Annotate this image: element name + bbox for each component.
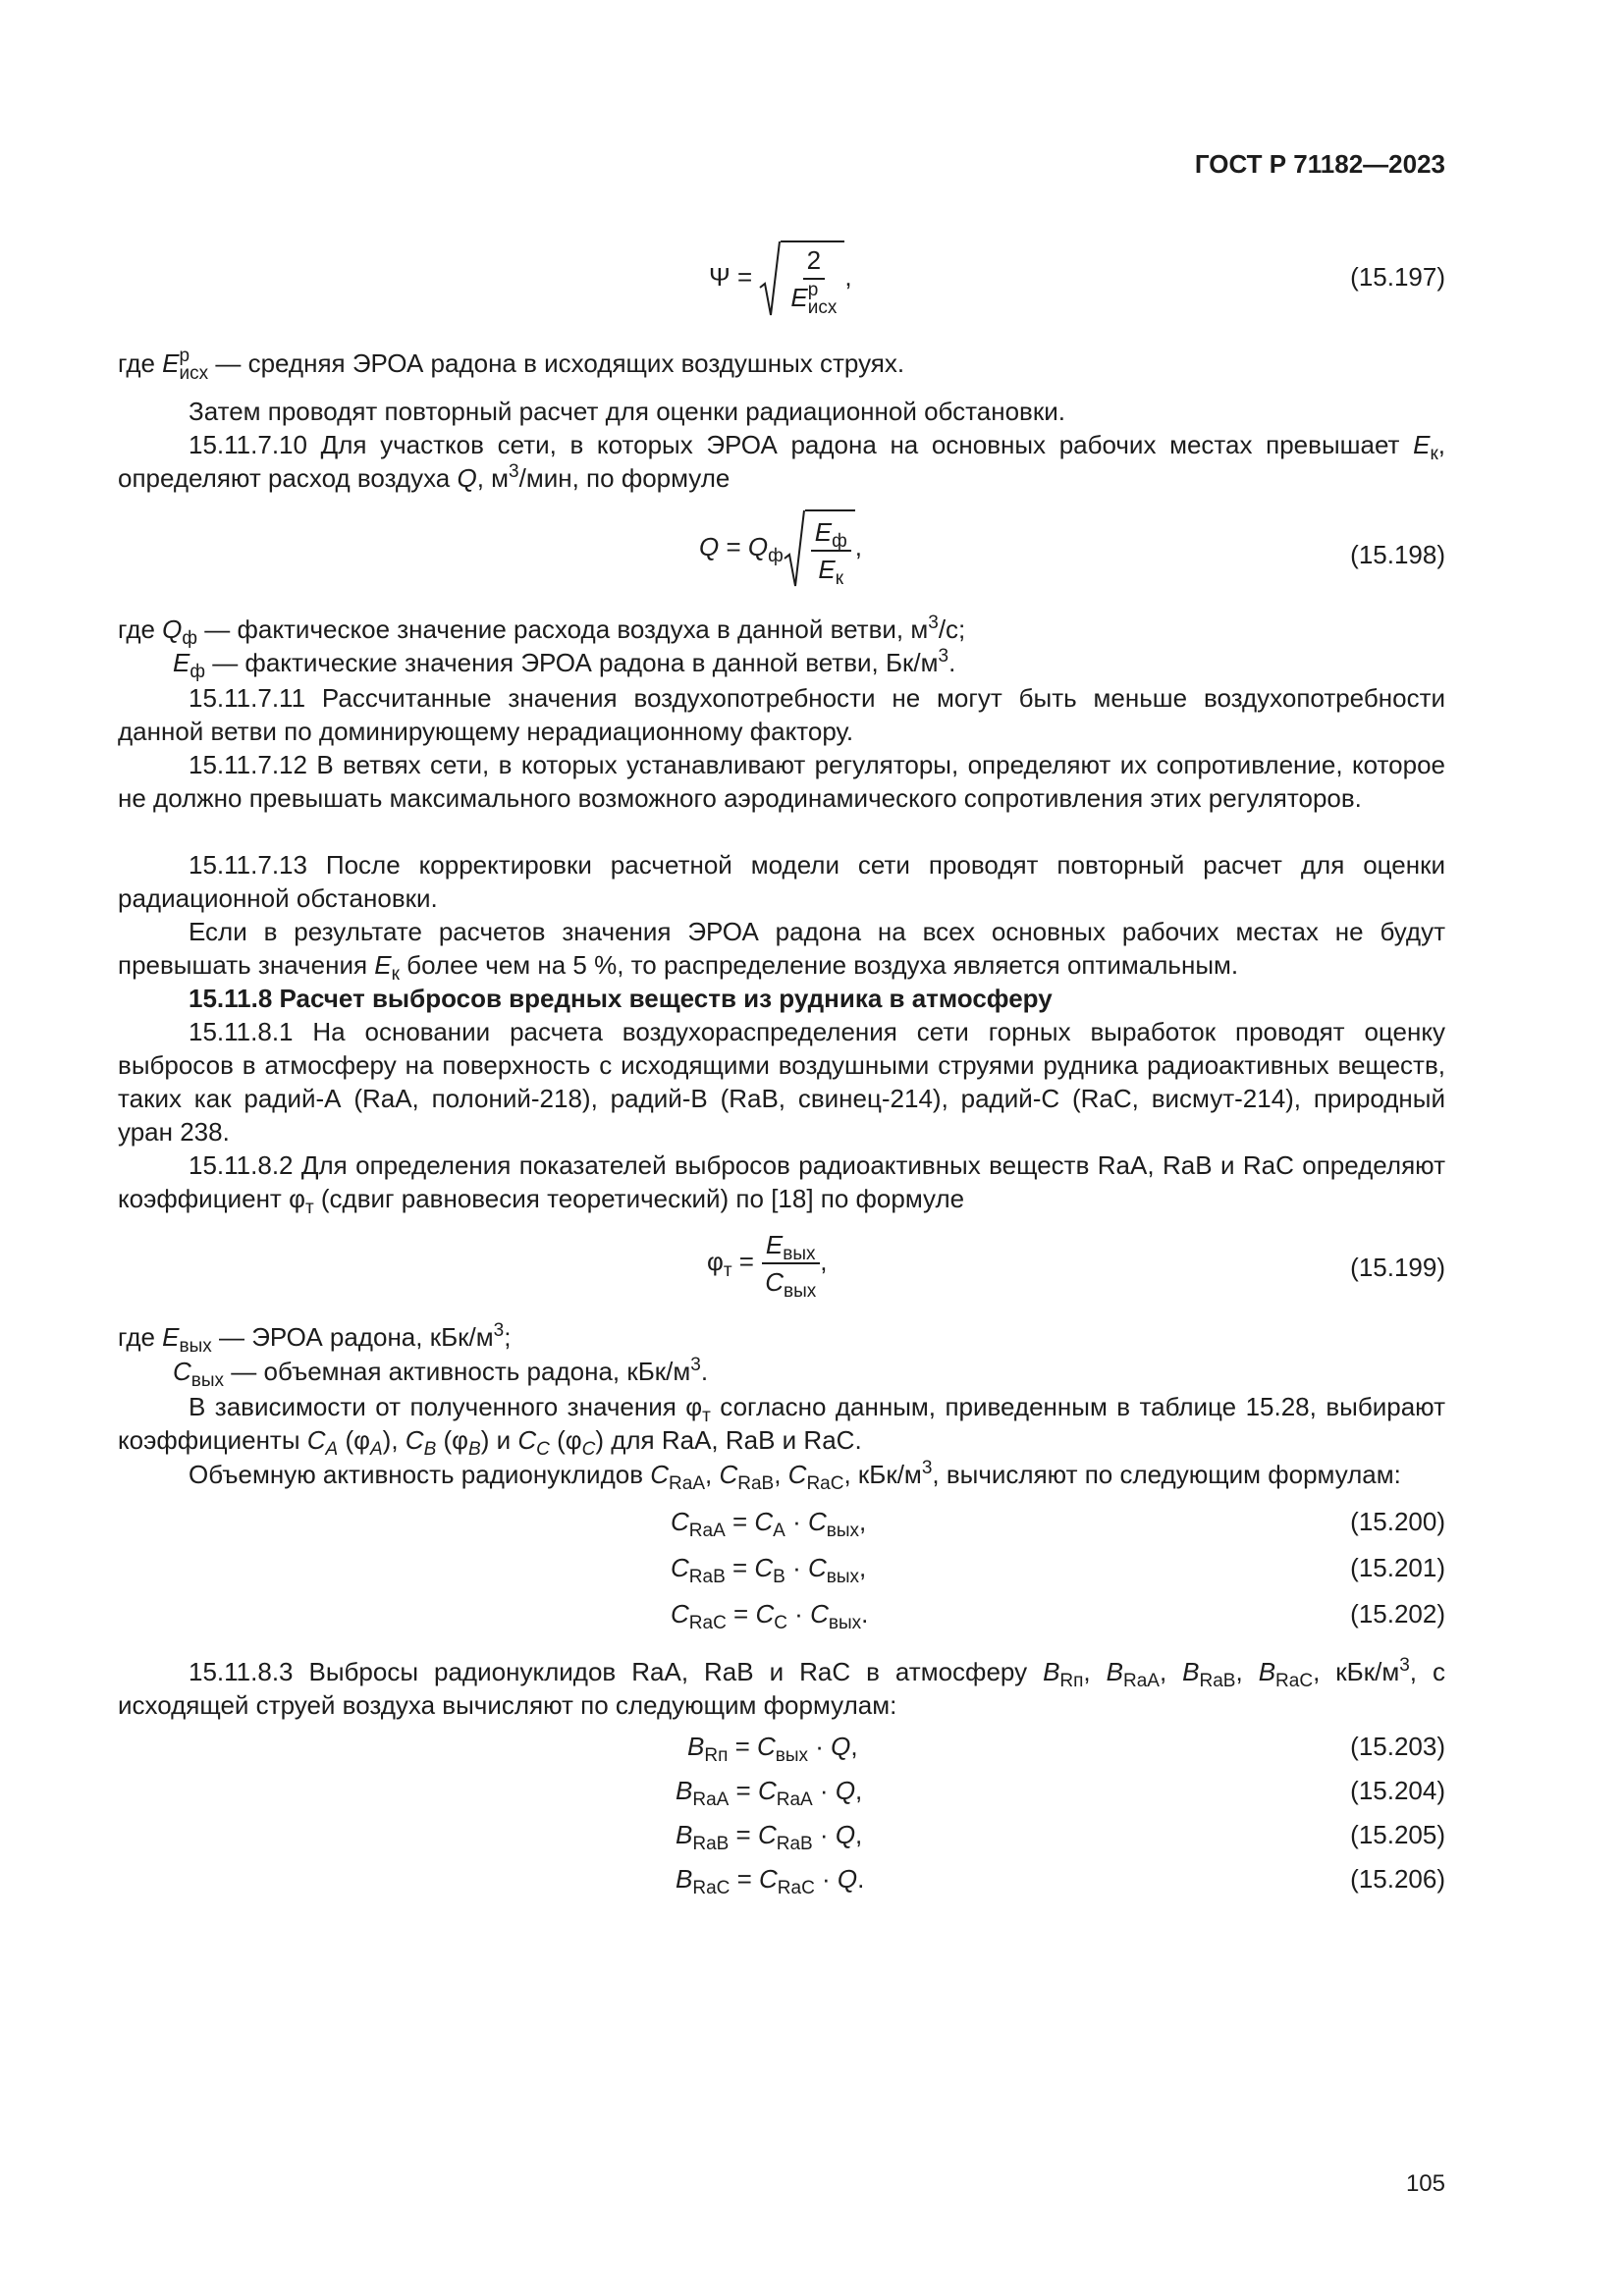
paragraph: Если в результате расчетов значения ЭРОА радона на всех основных рабочих местах не будут превышать значения $E_к$ более чем на 5 %, то распределение воздуха является оптимальным. bbox=[118, 917, 1445, 985]
fraction: $\frac{E_{вых}}{C_{вых}}$ bbox=[761, 1229, 820, 1298]
equation-number: (15.201) bbox=[1350, 1553, 1445, 1582]
where-clause: где $Q_ф$ — фактическое значение расхода воздуха в данной ветви, $м^3/с$; bbox=[118, 613, 966, 649]
equation-15-200: $C_{RaA} = C_A \cdot C_{вых}$, bbox=[671, 1507, 867, 1541]
equation-number: (15.204) bbox=[1350, 1776, 1445, 1805]
equation-15-204: $B_{RaA} = C_{RaA} \cdot Q$, bbox=[676, 1776, 863, 1810]
page-number: 105 bbox=[1405, 2170, 1445, 2197]
paragraph-15-11-7-13: 15.11.7.13 После корректировки расчетной модели сети проводят повторный расчет для оценки радиационной обстановки. bbox=[118, 850, 1445, 913]
equation-number: (15.202) bbox=[1350, 1599, 1445, 1629]
equation-number: (15.203) bbox=[1350, 1732, 1445, 1761]
paragraph-15-11-8-1: 15.11.8.1 На основании расчета воздухораспределения сети горных выработок проводят оценку выбросов в атмосферу на поверхность с исходящими воздушными струями рудника радиоактивных веществ, таких как радий-А (RaA, полоний-218), радий-В (RaB, свинец-214), радий-С (RaC, висмут-214), природный уран 238. bbox=[118, 1017, 1445, 1147]
equation-number: (15.199) bbox=[1350, 1253, 1445, 1282]
equation-15-199: $\varphi_т$ = $\frac{E_{вых}}{C_{вых}}$ , bbox=[707, 1230, 828, 1302]
equation-15-202: $C_{RaC} = C_C \cdot C_{вых}$. bbox=[671, 1599, 869, 1633]
equation-number: (15.205) bbox=[1350, 1820, 1445, 1849]
fraction: $\frac{E_ф}{E_к}$ bbox=[811, 516, 851, 585]
equation-15-205: $B_{RaB} = C_{RaB} \cdot Q$, bbox=[676, 1820, 863, 1854]
standard-header: ГОСТ Р 71182—2023 bbox=[1194, 149, 1445, 179]
sqrt-sign bbox=[759, 240, 844, 317]
paragraph-15-11-8-3: 15.11.8.3 Выбросы радионуклидов RaA, RaB и RaC в атмосферу $B_{Rп}$, $B_{RaA}$, $B_{RaB}$, $B_{RaC}$, кБк/$м^3$, с исходящей струей воздуха вычисляют по следующим формулам: bbox=[118, 1655, 1445, 1720]
paragraph: Объемную активность радионуклидов $C_{RaA}$, $C_{RaB}$, $C_{RaC}$, кБк/$м^3$, вычисляют по следующим формулам: bbox=[189, 1458, 1401, 1494]
equation-number: (15.200) bbox=[1350, 1507, 1445, 1536]
where-clause: $E_ф$ — фактические значения ЭРОА радона в данной ветви, $Бк/м^3$. bbox=[173, 646, 956, 682]
paragraph-15-11-8-2: 15.11.8.2 Для определения показателей выбросов радиоактивных веществ RaA, RaB и RaC определяют коэффициент $\varphi_т$ (сдвиг равновесия теоретический) по [18] по формуле bbox=[118, 1150, 1445, 1218]
equation-number: (15.198) bbox=[1350, 540, 1445, 569]
where-clause: где E р исх — средняя ЭРОА радона в исходящих воздушных струях. bbox=[118, 346, 905, 385]
where-clause: где $E_{вых}$ — ЭРОА радона, кБк/$м^3$; bbox=[118, 1320, 512, 1357]
paragraph-15-11-7-11: 15.11.7.11 Рассчитанные значения воздухопотребности не могут быть меньше воздухопотребности данной ветви по доминирующему нерадиационному фактору. bbox=[118, 683, 1445, 746]
equation-15-197: Ψ = 2 E р исх , bbox=[709, 240, 852, 317]
paragraph: Затем проводят повторный расчет для оценки радиационной обстановки. bbox=[189, 397, 1065, 426]
equation-number: (15.206) bbox=[1350, 1864, 1445, 1894]
equation-15-201: $C_{RaB} = C_B \cdot C_{вых}$, bbox=[671, 1553, 867, 1587]
section-heading-15-11-8: 15.11.8 Расчет выбросов вредных веществ из рудника в атмосферу bbox=[189, 984, 1053, 1013]
equation-15-203: $B_{Rп} = C_{вых} \cdot Q$, bbox=[687, 1732, 858, 1766]
where-clause: $C_{вых}$ — объемная активность радона, кБк/$м^3$. bbox=[173, 1355, 709, 1391]
equation-15-198: $Q = Q_ф$ $\frac{E_ф}{E_к}$ , bbox=[699, 509, 862, 588]
paragraph-15-11-7-12: 15.11.7.12 В ветвях сети, в которых устанавливают регуляторы, определяют их сопротивление, которое не должно превышать максимального возможного аэродинамического сопротивления этих регуляторов. bbox=[118, 750, 1445, 813]
paragraph-15-11-7-10: 15.11.7.10 Для участков сети, в которых ЭРОА радона на основных рабочих местах превышает $E_к$, определяют расход воздуха Q, $м^3$/мин, по формуле bbox=[118, 430, 1445, 493]
fraction: 2 E р исх bbox=[790, 245, 838, 319]
paragraph: В зависимости от полученного значения $\varphi_т$ согласно данным, приведенным в таблице 15.28, выбирают коэффициенты $C_A$ $(\varphi_A)$, $C_B$ $(\varphi_B)$ и $C_C$ $(\varphi_C)$ для RaA, RaB и RaC. bbox=[118, 1392, 1445, 1460]
sqrt-sign bbox=[784, 509, 855, 588]
equation-number: (15.197) bbox=[1350, 262, 1445, 292]
equation-15-206: $B_{RaC} = C_{RaC} \cdot Q$. bbox=[676, 1864, 865, 1898]
